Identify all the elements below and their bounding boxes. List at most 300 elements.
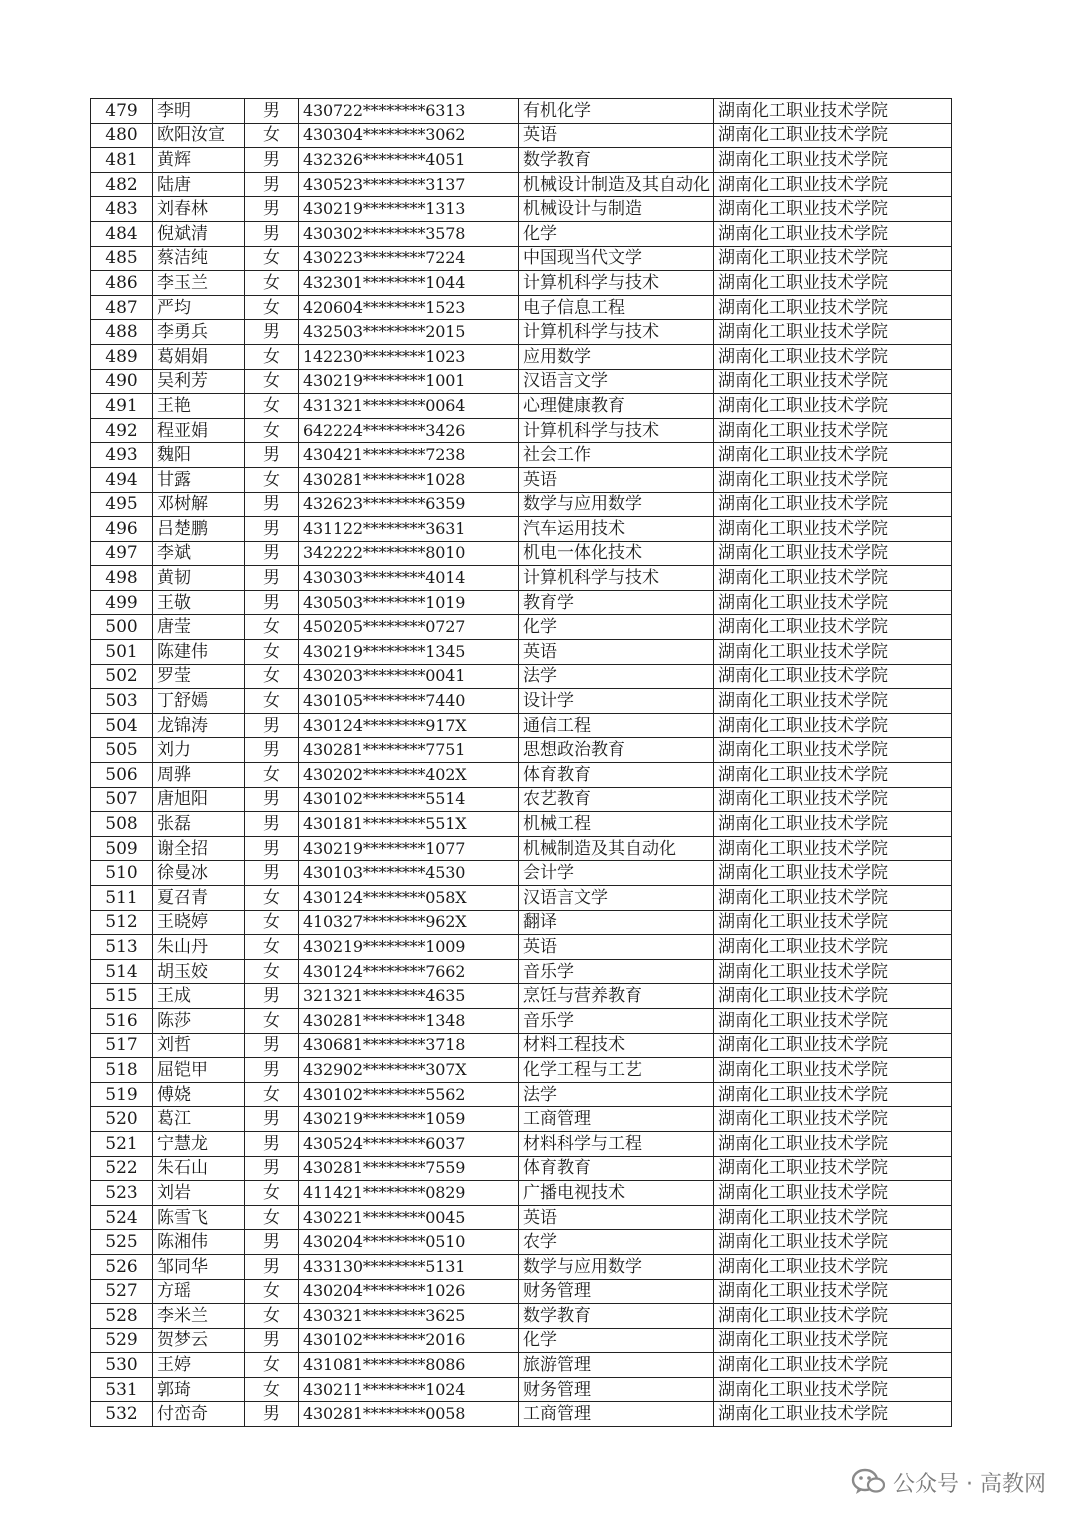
cell-school: 湖南化工职业技术学院 bbox=[714, 1156, 952, 1181]
cell-gender: 女 bbox=[245, 344, 299, 369]
table-row bbox=[91, 1058, 952, 1083]
cell-school: 湖南化工职业技术学院 bbox=[714, 836, 952, 861]
cell-name: 李勇兵 bbox=[153, 320, 245, 345]
cell-number: 507 bbox=[91, 787, 153, 812]
cell-gender: 女 bbox=[245, 1181, 299, 1206]
cell-number: 483 bbox=[91, 197, 153, 222]
cell-major: 应用数学 bbox=[519, 344, 714, 369]
cell-number: 505 bbox=[91, 738, 153, 763]
cell-id-number: 430219********1059 bbox=[299, 1107, 519, 1132]
cell-gender: 男 bbox=[245, 738, 299, 763]
cell-id-number: 430523********3137 bbox=[299, 172, 519, 197]
cell-number: 482 bbox=[91, 172, 153, 197]
cell-name: 唐旭阳 bbox=[153, 787, 245, 812]
table-row bbox=[91, 640, 952, 665]
cell-gender: 女 bbox=[245, 689, 299, 714]
cell-id-number: 430281********0058 bbox=[299, 1402, 519, 1427]
cell-school: 湖南化工职业技术学院 bbox=[714, 1033, 952, 1058]
cell-major: 工商管理 bbox=[519, 1107, 714, 1132]
cell-name: 贺梦云 bbox=[153, 1328, 245, 1353]
cell-gender: 男 bbox=[245, 320, 299, 345]
cell-number: 497 bbox=[91, 541, 153, 566]
cell-number: 503 bbox=[91, 689, 153, 714]
cell-school: 湖南化工职业技术学院 bbox=[714, 1353, 952, 1378]
table-row bbox=[91, 492, 952, 517]
cell-number: 492 bbox=[91, 418, 153, 443]
cell-id-number: 430281********1348 bbox=[299, 1008, 519, 1033]
cell-name: 罗莹 bbox=[153, 664, 245, 689]
cell-number: 518 bbox=[91, 1058, 153, 1083]
cell-id-number: 430219********1001 bbox=[299, 369, 519, 394]
cell-school: 湖南化工职业技术学院 bbox=[714, 1131, 952, 1156]
cell-name: 朱石山 bbox=[153, 1156, 245, 1181]
table-row bbox=[91, 295, 952, 320]
cell-id-number: 433130********5131 bbox=[299, 1254, 519, 1279]
cell-number: 500 bbox=[91, 615, 153, 640]
cell-school: 湖南化工职业技术学院 bbox=[714, 1058, 952, 1083]
cell-number: 496 bbox=[91, 517, 153, 542]
cell-school: 湖南化工职业技术学院 bbox=[714, 517, 952, 542]
cell-major: 汽车运用技术 bbox=[519, 517, 714, 542]
cell-number: 513 bbox=[91, 935, 153, 960]
cell-number: 524 bbox=[91, 1205, 153, 1230]
cell-major: 农学 bbox=[519, 1230, 714, 1255]
cell-id-number: 430524********6037 bbox=[299, 1131, 519, 1156]
cell-id-number: 430202********402X bbox=[299, 763, 519, 788]
cell-school: 湖南化工职业技术学院 bbox=[714, 590, 952, 615]
cell-id-number: 430102********5562 bbox=[299, 1082, 519, 1107]
cell-id-number: 430304********3062 bbox=[299, 123, 519, 148]
roster-table bbox=[90, 98, 952, 1427]
cell-id-number: 321321********4635 bbox=[299, 984, 519, 1009]
cell-school: 湖南化工职业技术学院 bbox=[714, 1279, 952, 1304]
cell-major: 法学 bbox=[519, 1082, 714, 1107]
cell-major: 英语 bbox=[519, 935, 714, 960]
table-row bbox=[91, 1033, 952, 1058]
cell-gender: 男 bbox=[245, 1230, 299, 1255]
cell-gender: 男 bbox=[245, 221, 299, 246]
table-row bbox=[91, 197, 952, 222]
cell-major: 农艺教育 bbox=[519, 787, 714, 812]
cell-major: 会计学 bbox=[519, 861, 714, 886]
cell-number: 508 bbox=[91, 812, 153, 837]
table-row bbox=[91, 394, 952, 419]
cell-number: 480 bbox=[91, 123, 153, 148]
cell-name: 黄韧 bbox=[153, 566, 245, 591]
cell-id-number: 430302********3578 bbox=[299, 221, 519, 246]
cell-id-number: 430219********1077 bbox=[299, 836, 519, 861]
cell-school: 湖南化工职业技术学院 bbox=[714, 1205, 952, 1230]
cell-school: 湖南化工职业技术学院 bbox=[714, 1230, 952, 1255]
table-row bbox=[91, 1131, 952, 1156]
cell-number: 523 bbox=[91, 1181, 153, 1206]
cell-school: 湖南化工职业技术学院 bbox=[714, 492, 952, 517]
cell-name: 朱山丹 bbox=[153, 935, 245, 960]
cell-school: 湖南化工职业技术学院 bbox=[714, 664, 952, 689]
cell-major: 设计学 bbox=[519, 689, 714, 714]
cell-major: 英语 bbox=[519, 467, 714, 492]
table-row bbox=[91, 566, 952, 591]
table-row bbox=[91, 172, 952, 197]
cell-name: 龙锦涛 bbox=[153, 713, 245, 738]
cell-school: 湖南化工职业技术学院 bbox=[714, 763, 952, 788]
cell-school: 湖南化工职业技术学院 bbox=[714, 689, 952, 714]
cell-school: 湖南化工职业技术学院 bbox=[714, 197, 952, 222]
cell-id-number: 430219********1009 bbox=[299, 935, 519, 960]
cell-number: 499 bbox=[91, 590, 153, 615]
cell-major: 化学 bbox=[519, 615, 714, 640]
cell-name: 刘春林 bbox=[153, 197, 245, 222]
cell-gender: 男 bbox=[245, 517, 299, 542]
cell-id-number: 430503********1019 bbox=[299, 590, 519, 615]
cell-school: 湖南化工职业技术学院 bbox=[714, 615, 952, 640]
cell-gender: 男 bbox=[245, 197, 299, 222]
cell-gender: 女 bbox=[245, 1082, 299, 1107]
cell-school: 湖南化工职业技术学院 bbox=[714, 246, 952, 271]
cell-number: 506 bbox=[91, 763, 153, 788]
cell-name: 张磊 bbox=[153, 812, 245, 837]
table-row bbox=[91, 689, 952, 714]
cell-number: 479 bbox=[91, 99, 153, 124]
cell-id-number: 411421********0829 bbox=[299, 1181, 519, 1206]
cell-gender: 男 bbox=[245, 99, 299, 124]
cell-name: 陈莎 bbox=[153, 1008, 245, 1033]
cell-name: 陈湘伟 bbox=[153, 1230, 245, 1255]
cell-name: 邹同华 bbox=[153, 1254, 245, 1279]
cell-id-number: 432902********307X bbox=[299, 1058, 519, 1083]
cell-name: 吴利芳 bbox=[153, 369, 245, 394]
cell-name: 李明 bbox=[153, 99, 245, 124]
roster-table-body bbox=[91, 99, 952, 1427]
cell-gender: 男 bbox=[245, 984, 299, 1009]
table-row bbox=[91, 1008, 952, 1033]
cell-major: 机械工程 bbox=[519, 812, 714, 837]
table-row bbox=[91, 418, 952, 443]
cell-number: 501 bbox=[91, 640, 153, 665]
cell-gender: 男 bbox=[245, 1058, 299, 1083]
cell-id-number: 432326********4051 bbox=[299, 148, 519, 173]
cell-id-number: 430281********7559 bbox=[299, 1156, 519, 1181]
cell-gender: 女 bbox=[245, 763, 299, 788]
cell-number: 484 bbox=[91, 221, 153, 246]
cell-gender: 女 bbox=[245, 369, 299, 394]
cell-gender: 女 bbox=[245, 935, 299, 960]
cell-school: 湖南化工职业技术学院 bbox=[714, 172, 952, 197]
cell-gender: 男 bbox=[245, 1156, 299, 1181]
cell-school: 湖南化工职业技术学院 bbox=[714, 344, 952, 369]
cell-number: 517 bbox=[91, 1033, 153, 1058]
cell-major: 英语 bbox=[519, 640, 714, 665]
cell-school: 湖南化工职业技术学院 bbox=[714, 1254, 952, 1279]
cell-name: 唐莹 bbox=[153, 615, 245, 640]
cell-gender: 男 bbox=[245, 787, 299, 812]
cell-id-number: 432301********1044 bbox=[299, 271, 519, 296]
cell-gender: 女 bbox=[245, 886, 299, 911]
cell-id-number: 642224********3426 bbox=[299, 418, 519, 443]
cell-gender: 女 bbox=[245, 246, 299, 271]
cell-number: 512 bbox=[91, 910, 153, 935]
table-row bbox=[91, 861, 952, 886]
cell-gender: 女 bbox=[245, 1279, 299, 1304]
cell-id-number: 430105********7440 bbox=[299, 689, 519, 714]
table-row bbox=[91, 1156, 952, 1181]
cell-major: 机电一体化技术 bbox=[519, 541, 714, 566]
table-row bbox=[91, 1377, 952, 1402]
cell-school: 湖南化工职业技术学院 bbox=[714, 787, 952, 812]
cell-major: 中国现当代文学 bbox=[519, 246, 714, 271]
cell-id-number: 430219********1313 bbox=[299, 197, 519, 222]
cell-gender: 男 bbox=[245, 713, 299, 738]
cell-major: 心理健康教育 bbox=[519, 394, 714, 419]
cell-gender: 男 bbox=[245, 566, 299, 591]
cell-number: 504 bbox=[91, 713, 153, 738]
cell-name: 傅娆 bbox=[153, 1082, 245, 1107]
cell-name: 黄辉 bbox=[153, 148, 245, 173]
cell-number: 487 bbox=[91, 295, 153, 320]
cell-number: 522 bbox=[91, 1156, 153, 1181]
cell-name: 刘力 bbox=[153, 738, 245, 763]
table-row bbox=[91, 910, 952, 935]
cell-gender: 男 bbox=[245, 836, 299, 861]
cell-gender: 女 bbox=[245, 1377, 299, 1402]
cell-name: 程亚娟 bbox=[153, 418, 245, 443]
cell-school: 湖南化工职业技术学院 bbox=[714, 394, 952, 419]
cell-name: 王敬 bbox=[153, 590, 245, 615]
cell-school: 湖南化工职业技术学院 bbox=[714, 320, 952, 345]
cell-school: 湖南化工职业技术学院 bbox=[714, 295, 952, 320]
cell-major: 机械设计制造及其自动化 bbox=[519, 172, 714, 197]
cell-number: 520 bbox=[91, 1107, 153, 1132]
cell-name: 王艳 bbox=[153, 394, 245, 419]
cell-number: 485 bbox=[91, 246, 153, 271]
cell-major: 烹饪与营养教育 bbox=[519, 984, 714, 1009]
cell-school: 湖南化工职业技术学院 bbox=[714, 910, 952, 935]
cell-name: 严均 bbox=[153, 295, 245, 320]
cell-name: 陆唐 bbox=[153, 172, 245, 197]
cell-school: 湖南化工职业技术学院 bbox=[714, 221, 952, 246]
cell-number: 526 bbox=[91, 1254, 153, 1279]
cell-major: 化学 bbox=[519, 221, 714, 246]
cell-name: 王成 bbox=[153, 984, 245, 1009]
cell-major: 音乐学 bbox=[519, 959, 714, 984]
table-row bbox=[91, 713, 952, 738]
cell-gender: 男 bbox=[245, 812, 299, 837]
cell-id-number: 432503********2015 bbox=[299, 320, 519, 345]
cell-gender: 男 bbox=[245, 1254, 299, 1279]
cell-school: 湖南化工职业技术学院 bbox=[714, 1082, 952, 1107]
cell-gender: 男 bbox=[245, 1033, 299, 1058]
cell-number: 486 bbox=[91, 271, 153, 296]
cell-name: 王婷 bbox=[153, 1353, 245, 1378]
cell-school: 湖南化工职业技术学院 bbox=[714, 99, 952, 124]
cell-id-number: 431321********0064 bbox=[299, 394, 519, 419]
cell-id-number: 430181********551X bbox=[299, 812, 519, 837]
cell-name: 谢全招 bbox=[153, 836, 245, 861]
cell-gender: 男 bbox=[245, 1402, 299, 1427]
table-row bbox=[91, 812, 952, 837]
cell-name: 刘哲 bbox=[153, 1033, 245, 1058]
cell-number: 488 bbox=[91, 320, 153, 345]
cell-number: 510 bbox=[91, 861, 153, 886]
cell-school: 湖南化工职业技术学院 bbox=[714, 271, 952, 296]
cell-school: 湖南化工职业技术学院 bbox=[714, 1181, 952, 1206]
cell-major: 英语 bbox=[519, 123, 714, 148]
cell-name: 丁舒嫣 bbox=[153, 689, 245, 714]
cell-id-number: 431081********8086 bbox=[299, 1353, 519, 1378]
cell-gender: 男 bbox=[245, 172, 299, 197]
cell-name: 陈雪飞 bbox=[153, 1205, 245, 1230]
cell-major: 电子信息工程 bbox=[519, 295, 714, 320]
cell-school: 湖南化工职业技术学院 bbox=[714, 1328, 952, 1353]
cell-id-number: 430722********6313 bbox=[299, 99, 519, 124]
cell-major: 汉语言文学 bbox=[519, 886, 714, 911]
cell-gender: 女 bbox=[245, 1008, 299, 1033]
cell-major: 化学工程与工艺 bbox=[519, 1058, 714, 1083]
cell-gender: 女 bbox=[245, 394, 299, 419]
cell-gender: 女 bbox=[245, 1205, 299, 1230]
cell-school: 湖南化工职业技术学院 bbox=[714, 738, 952, 763]
cell-school: 湖南化工职业技术学院 bbox=[714, 418, 952, 443]
table-row bbox=[91, 344, 952, 369]
table-row bbox=[91, 467, 952, 492]
watermark bbox=[851, 1462, 1046, 1502]
cell-name: 甘露 bbox=[153, 467, 245, 492]
watermark-text: 公众号 · 高教网 bbox=[893, 1471, 1046, 1497]
cell-major: 社会工作 bbox=[519, 443, 714, 468]
cell-id-number: 410327********962X bbox=[299, 910, 519, 935]
cell-major: 体育教育 bbox=[519, 1156, 714, 1181]
cell-id-number: 430124********917X bbox=[299, 713, 519, 738]
table-row bbox=[91, 320, 952, 345]
cell-id-number: 430223********7224 bbox=[299, 246, 519, 271]
cell-gender: 女 bbox=[245, 640, 299, 665]
table-row bbox=[91, 959, 952, 984]
cell-name: 欧阳汝宣 bbox=[153, 123, 245, 148]
cell-major: 体育教育 bbox=[519, 763, 714, 788]
table-row bbox=[91, 1230, 952, 1255]
cell-id-number: 420604********1523 bbox=[299, 295, 519, 320]
cell-id-number: 430321********3625 bbox=[299, 1304, 519, 1329]
cell-name: 吕楚鹏 bbox=[153, 517, 245, 542]
cell-name: 邓树解 bbox=[153, 492, 245, 517]
table-row bbox=[91, 148, 952, 173]
table-row bbox=[91, 787, 952, 812]
table-row bbox=[91, 369, 952, 394]
cell-number: 516 bbox=[91, 1008, 153, 1033]
cell-name: 李斌 bbox=[153, 541, 245, 566]
cell-major: 数学与应用数学 bbox=[519, 492, 714, 517]
cell-school: 湖南化工职业技术学院 bbox=[714, 369, 952, 394]
cell-id-number: 142230********1023 bbox=[299, 344, 519, 369]
cell-name: 夏召青 bbox=[153, 886, 245, 911]
cell-school: 湖南化工职业技术学院 bbox=[714, 123, 952, 148]
cell-number: 511 bbox=[91, 886, 153, 911]
cell-number: 489 bbox=[91, 344, 153, 369]
cell-gender: 女 bbox=[245, 1304, 299, 1329]
table-row bbox=[91, 123, 952, 148]
cell-major: 通信工程 bbox=[519, 713, 714, 738]
cell-id-number: 430204********1026 bbox=[299, 1279, 519, 1304]
table-row bbox=[91, 664, 952, 689]
cell-major: 计算机科学与技术 bbox=[519, 320, 714, 345]
cell-name: 宁慧龙 bbox=[153, 1131, 245, 1156]
cell-number: 532 bbox=[91, 1402, 153, 1427]
cell-school: 湖南化工职业技术学院 bbox=[714, 1107, 952, 1132]
cell-number: 521 bbox=[91, 1131, 153, 1156]
cell-number: 509 bbox=[91, 836, 153, 861]
table-row bbox=[91, 271, 952, 296]
table-row bbox=[91, 1328, 952, 1353]
cell-id-number: 430204********0510 bbox=[299, 1230, 519, 1255]
table-row bbox=[91, 1279, 952, 1304]
cell-school: 湖南化工职业技术学院 bbox=[714, 713, 952, 738]
table-row bbox=[91, 99, 952, 124]
cell-major: 财务管理 bbox=[519, 1377, 714, 1402]
cell-gender: 女 bbox=[245, 467, 299, 492]
cell-id-number: 430219********1345 bbox=[299, 640, 519, 665]
cell-number: 527 bbox=[91, 1279, 153, 1304]
cell-id-number: 430124********7662 bbox=[299, 959, 519, 984]
cell-school: 湖南化工职业技术学院 bbox=[714, 148, 952, 173]
cell-name: 王晓婷 bbox=[153, 910, 245, 935]
cell-major: 翻译 bbox=[519, 910, 714, 935]
cell-major: 音乐学 bbox=[519, 1008, 714, 1033]
cell-name: 葛江 bbox=[153, 1107, 245, 1132]
cell-id-number: 430421********7238 bbox=[299, 443, 519, 468]
cell-id-number: 432623********6359 bbox=[299, 492, 519, 517]
cell-id-number: 430203********0041 bbox=[299, 664, 519, 689]
table-row bbox=[91, 246, 952, 271]
table-row bbox=[91, 1402, 952, 1427]
cell-number: 525 bbox=[91, 1230, 153, 1255]
cell-id-number: 430281********7751 bbox=[299, 738, 519, 763]
cell-gender: 女 bbox=[245, 959, 299, 984]
cell-id-number: 342222********8010 bbox=[299, 541, 519, 566]
cell-name: 葛娟娟 bbox=[153, 344, 245, 369]
cell-gender: 男 bbox=[245, 541, 299, 566]
cell-major: 广播电视技术 bbox=[519, 1181, 714, 1206]
cell-id-number: 450205********0727 bbox=[299, 615, 519, 640]
cell-major: 数学与应用数学 bbox=[519, 1254, 714, 1279]
cell-major: 英语 bbox=[519, 1205, 714, 1230]
cell-gender: 女 bbox=[245, 910, 299, 935]
table-row bbox=[91, 1181, 952, 1206]
cell-name: 郭琦 bbox=[153, 1377, 245, 1402]
cell-id-number: 430281********1028 bbox=[299, 467, 519, 492]
cell-id-number: 430303********4014 bbox=[299, 566, 519, 591]
cell-number: 529 bbox=[91, 1328, 153, 1353]
table-row bbox=[91, 221, 952, 246]
cell-major: 旅游管理 bbox=[519, 1353, 714, 1378]
cell-school: 湖南化工职业技术学院 bbox=[714, 886, 952, 911]
cell-number: 519 bbox=[91, 1082, 153, 1107]
cell-gender: 女 bbox=[245, 123, 299, 148]
cell-major: 汉语言文学 bbox=[519, 369, 714, 394]
cell-major: 材料工程技术 bbox=[519, 1033, 714, 1058]
cell-number: 530 bbox=[91, 1353, 153, 1378]
cell-name: 屈铠甲 bbox=[153, 1058, 245, 1083]
cell-name: 李米兰 bbox=[153, 1304, 245, 1329]
cell-school: 湖南化工职业技术学院 bbox=[714, 984, 952, 1009]
cell-school: 湖南化工职业技术学院 bbox=[714, 935, 952, 960]
cell-school: 湖南化工职业技术学院 bbox=[714, 443, 952, 468]
cell-number: 481 bbox=[91, 148, 153, 173]
table-row bbox=[91, 886, 952, 911]
table-row bbox=[91, 836, 952, 861]
cell-id-number: 430124********058X bbox=[299, 886, 519, 911]
cell-gender: 女 bbox=[245, 295, 299, 320]
cell-school: 湖南化工职业技术学院 bbox=[714, 812, 952, 837]
